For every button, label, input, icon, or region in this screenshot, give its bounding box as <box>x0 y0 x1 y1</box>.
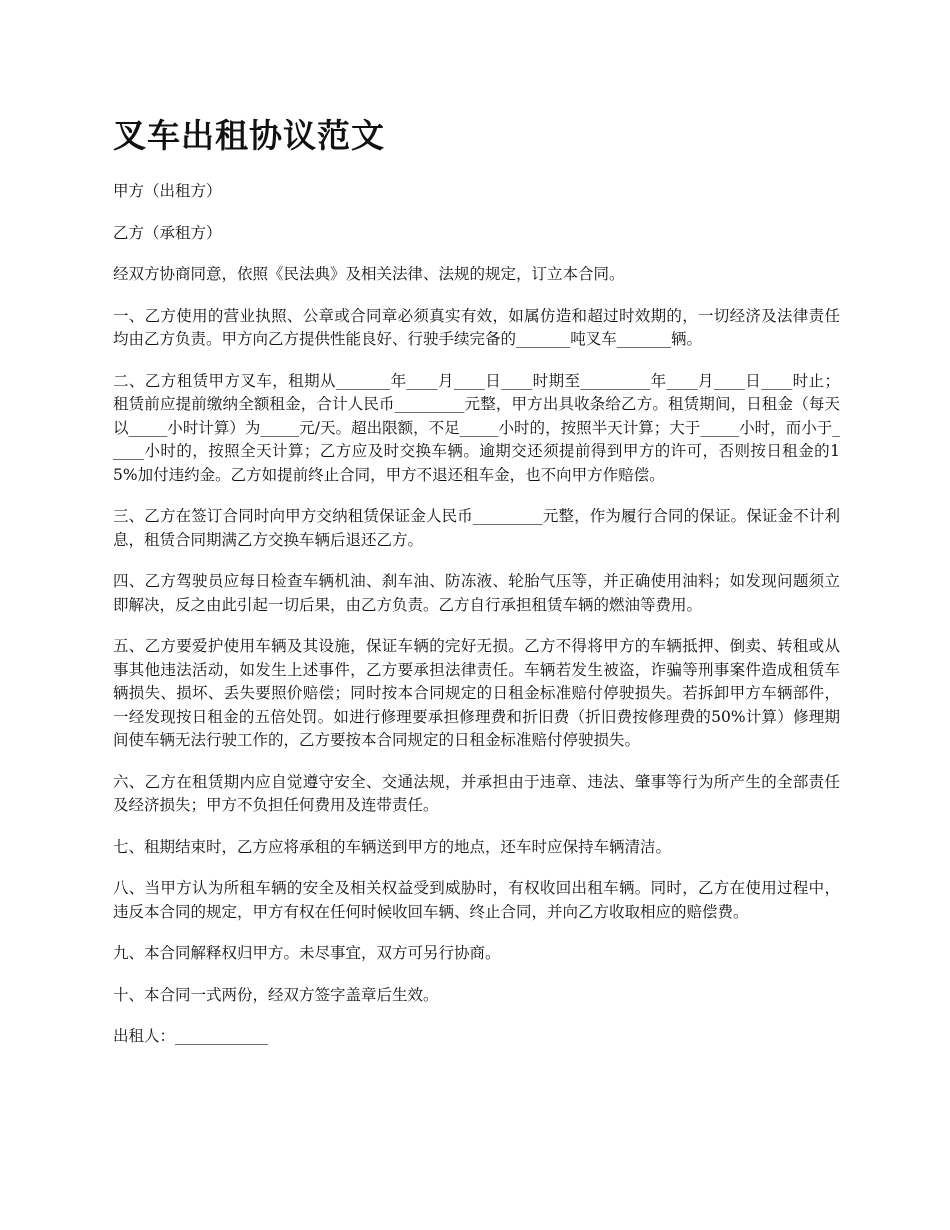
party-b-line: 乙方（承租方） <box>113 223 222 242</box>
clause-7-paragraph: 七、租期结束时，乙方应将承租的车辆送到甲方的地点，还车时应保持车辆清洁。 <box>113 837 672 856</box>
clause-1-paragraph: 一、乙方使用的营业执照、公章或合同章必须真实有效，如属仿造和超过时效期的，一切经济及法律责任均由乙方负责。甲方向乙方提供性能良好、行驶手续完备的_______吨叉车_______辆。 <box>113 306 840 348</box>
clause-3-paragraph: 三、乙方在签订合同时向甲方交纳租赁保证金人民币_________元整，作为履行合同的保证。保证金不计利息，租赁合同期满乙方交换车辆后退还乙方。 <box>113 507 840 549</box>
clause-5-paragraph: 五、乙方要爱护使用车辆及其设施，保证车辆的完好无损。乙方不得将甲方的车辆抵押、倒卖、转租或从事其他违法活动，如发生上述事件，乙方要承担法律责任。车辆若发生被盗，诈骗等刑事案件造成租赁车辆损失、损坏、丢失要照价赔偿；同时按本合同规定的日租金标准赔付停驶损失。若拆卸甲方车辆部件，一经发现按日租金的五倍处罚。如进行修理要承担修理费和折旧费（折旧费按修理费的50%计算）修理期间使车辆无法行驶工作的，乙方要按本合同规定的日租金标准赔付停驶损失。 <box>113 637 840 749</box>
clause-9-paragraph: 九、本合同解释权归甲方。未尽事宜，双方可另行协商。 <box>113 944 501 962</box>
document-page <box>113 112 840 1067</box>
clause-8-paragraph: 八、当甲方认为所租车辆的安全及相关权益受到威胁时，有权收回出租车辆。同时，乙方在使用过程中，违反本合同的规定，甲方有权在任何时候收回车辆、终止合同，并向乙方收取相应的赔偿费。 <box>113 879 840 921</box>
clause-2-paragraph: 二、乙方租赁甲方叉车，租期从_______年____月____日____时期至_________年____月____日____时止；租赁前应提前缴纳全额租金，合计人民币_________元整，甲方出具收条给乙方。租赁期间，日租金（每天以_____小时计算）为_____元/天。超出限额，不足_____小时的，按照半天计算；大于_____小时，而小于_____小时的，按照全天计算；乙方应及时交换车辆。逾期交还须提前得到甲方的许可，否则按日租金的15%加付违约金。乙方如提前终止合同，甲方不退还租车金，也不向甲方作赔偿。 <box>113 371 840 484</box>
lessor-signature-line: 出租人：____________ <box>113 1027 269 1045</box>
preamble-paragraph: 经双方协商同意，依照《民法典》及相关法律、法规的规定，订立本合同。 <box>113 265 625 283</box>
clause-6-paragraph: 六、乙方在租赁期内应自觉遵守安全、交通法规，并承担由于违章、违法、肇事等行为所产生的全部责任及经济损失；甲方不负担任何费用及连带责任。 <box>113 772 840 814</box>
document-title: 叉车出租协议范文 <box>113 116 385 155</box>
clause-4-paragraph: 四、乙方驾驶员应每日检查车辆机油、刹车油、防冻液、轮胎气压等，并正确使用油料；如发现问题须立即解决，反之由此引起一切后果，由乙方负责。乙方自行承担租赁车辆的燃油等费用。 <box>113 572 840 614</box>
party-a-line: 甲方（出租方） <box>113 182 222 200</box>
clause-10-paragraph: 十、本合同一式两份，经双方签字盖章后生效。 <box>113 985 439 1004</box>
